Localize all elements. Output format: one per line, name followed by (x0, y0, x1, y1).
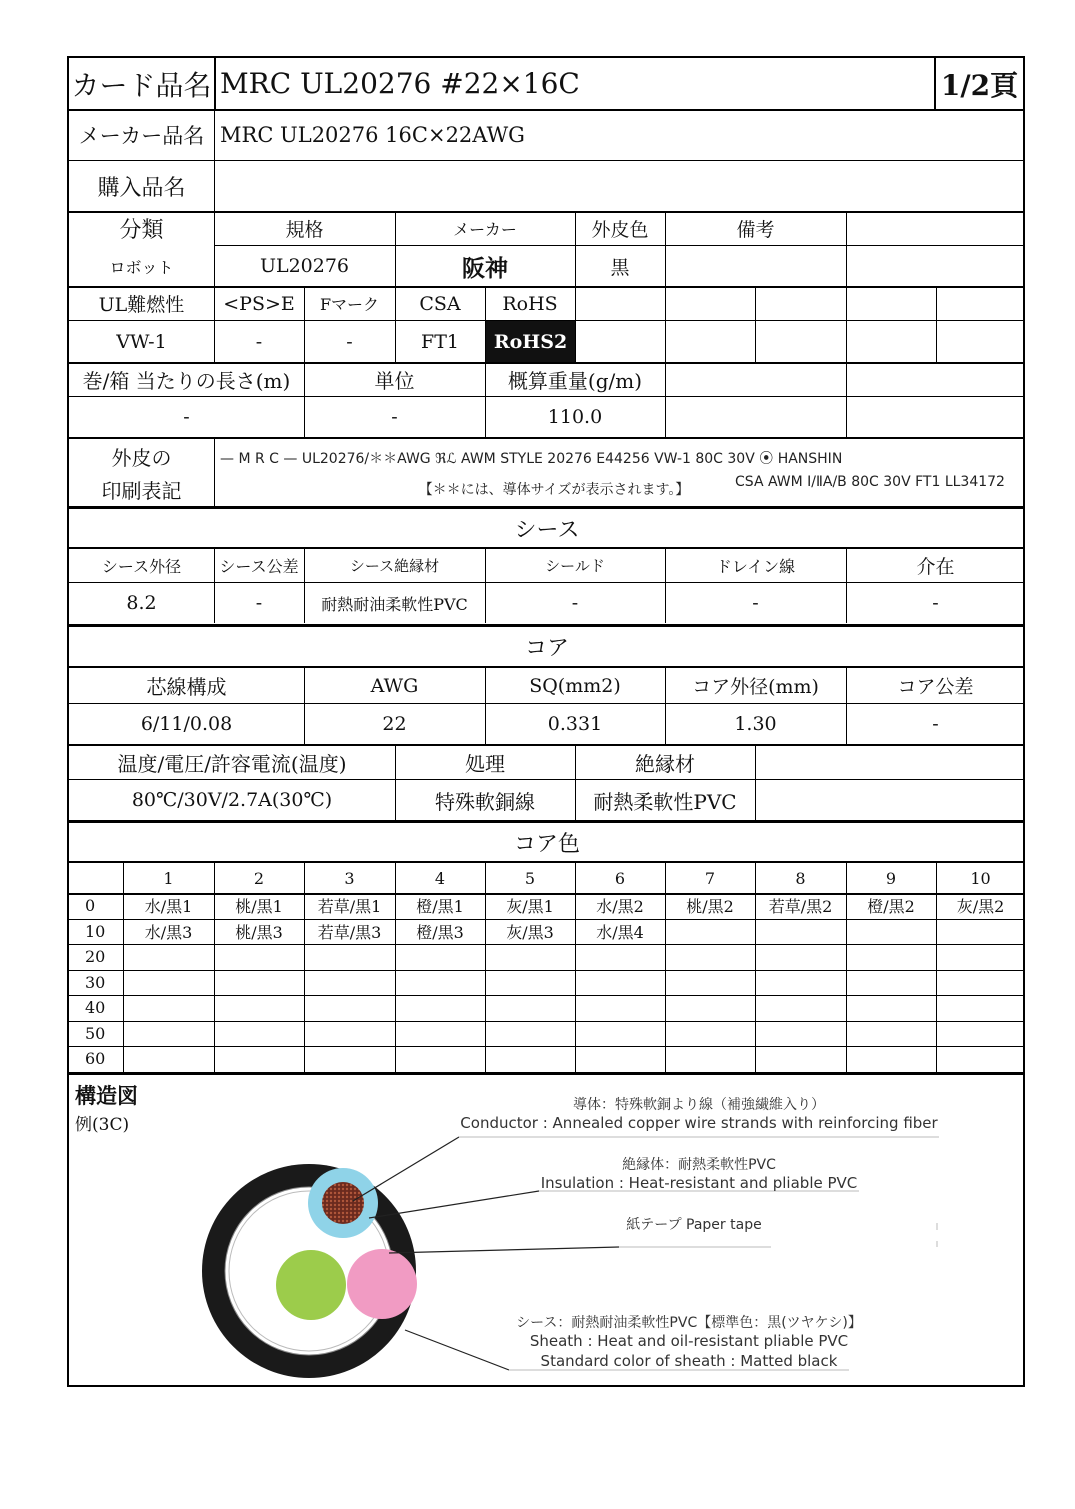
color-cell (214, 1046, 304, 1072)
pse-header: <PS>E (223, 292, 295, 315)
color-cell (755, 970, 846, 996)
color-cell (214, 944, 304, 970)
color-cell (395, 944, 485, 970)
printing-label-line1: 外皮の (111, 445, 172, 470)
printing-note: 【＊＊には、導体サイズが表示されます。】 (418, 482, 690, 498)
flam-header-10 (936, 287, 1025, 320)
sheath-label-jp: シース：耐熱耐油柔軟性PVC【標準色：黒(ツヤケシ)】 (516, 1315, 862, 1331)
flam-header-6 (575, 287, 665, 320)
color-cell (936, 1021, 1025, 1047)
flam-value-10 (936, 321, 1025, 362)
csa-header: CSA (419, 292, 461, 315)
insulation-label-en: Insulation : Heat-resistant and pliable PVC (540, 1174, 858, 1192)
sheath-leader (405, 1330, 509, 1370)
structure-title: 構造図 (75, 1084, 138, 1108)
color-col-divider (304, 862, 305, 1072)
sheath-tolerance-value: - (255, 592, 263, 614)
extra-value (846, 246, 1025, 286)
paper-tape-label: 紙テープ Paper tape (626, 1217, 762, 1233)
color-cell: 水/黒1 (144, 897, 193, 917)
color-cell: 桃/黒2 (686, 897, 734, 917)
sheath-color-label-en: Standard color of sheath : Matted black (540, 1352, 838, 1370)
color-cell (214, 995, 304, 1021)
color-cell (936, 970, 1025, 996)
color-cell (755, 1046, 846, 1072)
maker-name-label: メーカー品名 (78, 124, 205, 148)
color-cell (485, 970, 575, 996)
color-cell (304, 970, 395, 996)
color-col-divider (846, 862, 847, 1072)
ul-flammability-header: UL難燃性 (98, 294, 185, 316)
drain-wire-value: - (752, 592, 759, 614)
core-value2-4 (755, 780, 1025, 820)
color-cell (936, 944, 1025, 970)
color-cell (575, 970, 665, 996)
ul-flammability-value: VW-1 (116, 330, 167, 353)
printing-line2: CSA AWM I/ⅡA/B 80C 30V FT1 LL34172 (735, 474, 1005, 490)
purchase-name-label: 購入品名 (97, 175, 186, 201)
printing-label-line2: 印刷表記 (101, 478, 182, 503)
color-cell (665, 995, 755, 1021)
color-col-header-2: 2 (253, 868, 265, 888)
color-cell (123, 944, 214, 970)
color-row-label: 30 (85, 972, 106, 992)
flam-header-9 (846, 287, 936, 320)
color-col-divider (936, 862, 937, 1072)
color-col-divider (395, 862, 396, 1072)
color-cell (123, 1021, 214, 1047)
color-cell (846, 970, 936, 996)
length-value-4 (665, 397, 846, 437)
color-col-divider (485, 862, 486, 1072)
color-cell (485, 1046, 575, 1072)
core-pink (347, 1249, 417, 1319)
classification-header: 分類 (119, 218, 164, 243)
weight-value: 110.0 (547, 406, 603, 428)
strand-config-header: 芯線構成 (146, 675, 227, 699)
color-cell (936, 919, 1025, 945)
color-cell (304, 1046, 395, 1072)
color-cell (575, 944, 665, 970)
color-row-label: 10 (85, 921, 106, 941)
color-cell (846, 1021, 936, 1047)
filler-value: - (932, 592, 939, 614)
maker-name-value: MRC UL20276 16C×22AWG (220, 123, 525, 147)
color-row-label: 0 (85, 896, 96, 916)
treatment-value: 特殊軟銅線 (435, 789, 535, 814)
color-cell (575, 1046, 665, 1072)
sheath-od-value: 8.2 (126, 592, 157, 614)
sheath-od-header: シース外径 (101, 557, 182, 576)
sheath-color-value: 黒 (610, 256, 630, 279)
color-cell (665, 944, 755, 970)
color-cell (485, 944, 575, 970)
insulation-label-jp: 絶縁体：耐熱柔軟性PVC (622, 1157, 776, 1173)
printing-line1: — M R C — UL20276/＊＊AWG ℜℒ AWM STYLE 20276 E44256 VW-1 80C 30V ⦿ HANSHIN (220, 451, 843, 467)
color-cell (665, 970, 755, 996)
core-od-value: 1.30 (734, 713, 777, 735)
page-number: 1/2頁 (940, 68, 1019, 102)
color-cell: 水/黒3 (144, 922, 193, 942)
unit-value: - (391, 406, 398, 428)
conductor-label-en: Conductor : Annealed copper wire strands with reinforcing fiber (460, 1114, 938, 1132)
color-cell (575, 995, 665, 1021)
sheath-material-header: シース絶縁材 (349, 557, 440, 575)
color-cell: 若草/黒2 (768, 897, 833, 917)
color-cell (665, 1021, 755, 1047)
card-name-value: MRC UL20276 #22×16C (220, 67, 580, 100)
color-cell (304, 995, 395, 1021)
color-cell: 若草/黒3 (317, 922, 382, 942)
color-row-label: 40 (85, 998, 106, 1018)
color-cell: 橙/黒1 (416, 897, 464, 917)
color-cell (485, 1021, 575, 1047)
temp-voltage-value: 80℃/30V/2.7A(30℃) (131, 789, 333, 811)
color-cell (936, 995, 1025, 1021)
color-cell (123, 1046, 214, 1072)
length-header-5 (846, 363, 1025, 396)
flam-header-7 (665, 287, 755, 320)
sq-value: 0.331 (547, 713, 603, 735)
color-col-header-4: 4 (434, 868, 446, 888)
color-cell (755, 944, 846, 970)
core-color-section-title: コア色 (513, 831, 580, 857)
color-cell: 灰/黒1 (506, 897, 554, 917)
color-col-header-3: 3 (344, 868, 355, 888)
copper-conductor (322, 1182, 364, 1224)
awg-header: AWG (370, 674, 419, 697)
sheath-section-title: シース (514, 518, 580, 543)
conductor-label-jp: 導体：特殊軟銅より線（補強繊維入り） (573, 1097, 825, 1113)
remarks-value (665, 246, 846, 286)
color-cell (665, 919, 755, 945)
core-section-title: コア (524, 636, 569, 661)
color-col-divider (575, 862, 576, 1072)
spec-sheet (67, 56, 1025, 1387)
color-cell (485, 995, 575, 1021)
flam-value-7 (665, 321, 755, 362)
flam-header-8 (755, 287, 846, 320)
insulation-value: 耐熱柔軟性PVC (593, 789, 737, 814)
remarks-header: 備考 (736, 219, 775, 241)
pse-value: - (255, 330, 263, 353)
conductor-leader (353, 1137, 459, 1201)
color-col-header-5: 5 (524, 868, 536, 888)
color-row-label: 20 (85, 947, 106, 967)
color-cell (755, 919, 846, 945)
maker-header: メーカー (453, 220, 517, 239)
color-cell (846, 944, 936, 970)
color-cell: 橙/黒2 (867, 897, 915, 917)
sheath-tolerance-header: シース公差 (219, 557, 299, 576)
color-col-header-1: 1 (163, 868, 174, 888)
awg-value: 22 (382, 713, 407, 735)
color-cell (214, 1021, 304, 1047)
color-col-header-6: 6 (614, 868, 626, 888)
flam-value-6 (575, 321, 665, 362)
length-value-5 (846, 397, 1025, 437)
color-cell (846, 919, 936, 945)
f-mark-header: Fマーク (319, 295, 380, 314)
color-col-header-7: 7 (704, 868, 716, 888)
length-per-reel-value: - (183, 406, 190, 428)
color-cell (846, 995, 936, 1021)
sq-header: SQ(mm2) (529, 674, 621, 697)
weight-header: 概算重量(g/m) (507, 369, 643, 393)
color-col-divider (214, 862, 215, 1072)
core-tolerance-header: コア公差 (897, 676, 974, 698)
standard-header: 規格 (285, 219, 324, 241)
core-tolerance-value: - (932, 713, 939, 735)
color-row-label: 60 (85, 1049, 106, 1069)
color-cell: 桃/黒1 (235, 897, 283, 917)
color-cell: 橙/黒3 (416, 922, 464, 942)
color-col-header-10: 10 (970, 868, 991, 888)
treatment-header: 処理 (465, 752, 505, 776)
core-od-header: コア外径(mm) (692, 676, 819, 698)
standard-value: UL20276 (259, 255, 350, 277)
color-cell (575, 1021, 665, 1047)
color-cell (123, 970, 214, 996)
sheath-label-en: Sheath : Heat and oil-resistant pliable PVC (529, 1332, 849, 1350)
tape-leader (389, 1247, 619, 1253)
color-cell: 水/黒2 (596, 897, 644, 917)
color-cell: 灰/黒2 (956, 897, 1005, 917)
unit-header: 単位 (374, 369, 415, 393)
shield-value: - (571, 592, 579, 614)
core-header2-4 (755, 746, 1025, 779)
color-cell (846, 1046, 936, 1072)
sheath-color-header: 外皮色 (591, 219, 649, 241)
sheath-material-value: 耐熱耐油柔軟性PVC (321, 594, 468, 614)
shield-header: シールド (545, 557, 605, 575)
color-col-divider (665, 862, 666, 1072)
card-name-label: カード品名 (71, 68, 212, 102)
color-cell (123, 995, 214, 1021)
flam-value-9 (846, 321, 936, 362)
structure-example: 例(3C) (75, 1115, 130, 1135)
csa-value: FT1 (421, 330, 459, 353)
color-cell: 若草/黒1 (317, 897, 382, 917)
insulation-leader (369, 1191, 539, 1218)
insulation-header: 絶縁材 (635, 752, 695, 776)
color-row-label: 50 (85, 1023, 106, 1043)
filler-header: 介在 (916, 556, 955, 578)
color-cell (755, 995, 846, 1021)
drain-wire-header: ドレイン線 (715, 557, 796, 576)
color-cell (304, 1021, 395, 1047)
color-cell (214, 970, 304, 996)
color-cell (755, 1021, 846, 1047)
purchase-name-value (214, 161, 1014, 211)
color-cell (395, 1021, 485, 1047)
color-col-header-9: 9 (885, 868, 897, 888)
color-cell (395, 970, 485, 996)
core-green (276, 1250, 346, 1320)
length-header-4 (665, 363, 846, 396)
rohs-badge: RoHS2 (486, 321, 575, 362)
color-cell (395, 995, 485, 1021)
rohs-header: RoHS (502, 292, 558, 315)
flam-value-8 (755, 321, 846, 362)
extra-header (846, 212, 1025, 245)
temp-voltage-header: 温度/電圧/許容電流(温度) (117, 752, 347, 776)
maker-value: 阪神 (462, 255, 508, 282)
color-cell (395, 1046, 485, 1072)
color-cell: 桃/黒3 (235, 922, 283, 942)
color-cell: 水/黒4 (596, 922, 644, 942)
color-cell (665, 1046, 755, 1072)
strand-config-value: 6/11/0.08 (140, 713, 233, 735)
color-col-divider (755, 862, 756, 1072)
color-cell: 灰/黒3 (506, 922, 554, 942)
color-cell (936, 1046, 1025, 1072)
length-per-reel-header: 巻/箱 当たりの長さ(m) (82, 369, 291, 393)
color-col-header-8: 8 (795, 868, 806, 888)
f-mark-value: - (346, 330, 353, 353)
color-col-divider (123, 862, 124, 1072)
color-cell (304, 944, 395, 970)
classification-value: ロボット (109, 257, 174, 277)
